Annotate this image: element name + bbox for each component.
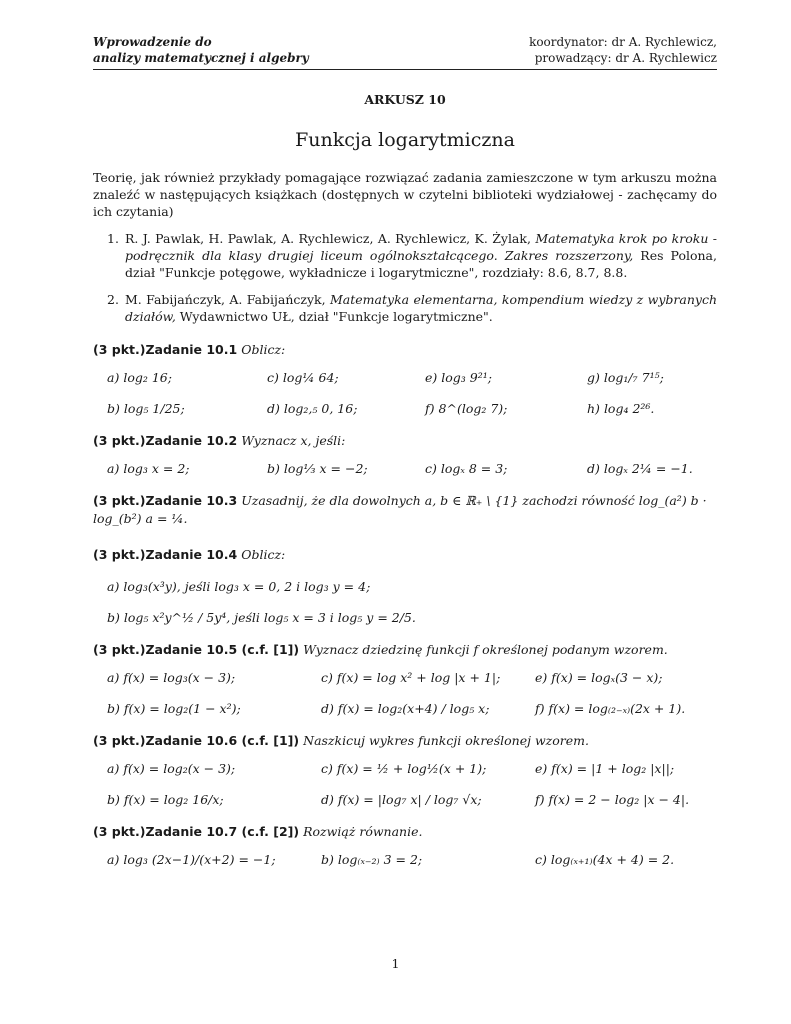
item-expression: log₂ 16; <box>123 370 172 385</box>
exercise-heading: (3 pkt.)Zadanie 10.7 (c.f. [2]) <box>93 824 300 839</box>
item-expression: log¼ 64; <box>282 370 339 385</box>
item-label: b) <box>321 852 334 867</box>
item-label: a) <box>107 370 120 385</box>
exercise-heading-row <box>93 492 717 528</box>
item-expression: f(x) = log₃(x − 3); <box>123 670 236 685</box>
exercise-item <box>321 851 535 869</box>
item-label: a) <box>107 761 120 776</box>
exercise-items <box>107 369 717 418</box>
exercise <box>93 492 717 528</box>
item-expression: f(x) = |1 + log₂ |x||; <box>551 761 675 776</box>
item-expression: log₃ (2x−1)/(x+2) = −1; <box>123 852 276 867</box>
exercise-items <box>107 760 717 809</box>
item-label: f) <box>425 401 435 416</box>
reference-title: Matematyka elementarna, kompendium wiedzy z wybranych działów, <box>125 292 717 324</box>
exercise <box>93 732 717 809</box>
item-label: a) <box>107 461 120 476</box>
exercise-item <box>535 791 725 809</box>
exercise-heading-row <box>93 641 717 659</box>
exercise-item <box>107 578 717 596</box>
reference-authors: M. Fabijańczyk, A. Fabijańczyk, <box>125 292 326 307</box>
exercise-items <box>107 578 717 627</box>
item-label: c) <box>535 852 547 867</box>
item-expression: f(x) = logₓ(3 − x); <box>551 670 663 685</box>
exercise <box>93 341 717 418</box>
course-name <box>93 34 309 66</box>
item-expression: log₍ₓ₊₁₎(4x + 4) = 2. <box>550 852 675 867</box>
exercise-heading: (3 pkt.)Zadanie 10.4 <box>93 547 238 562</box>
item-expression: log₍ₓ₋₂₎ 3 = 2; <box>337 852 423 867</box>
exercise-item <box>535 760 725 778</box>
exercise-heading: (3 pkt.)Zadanie 10.2 <box>93 433 238 448</box>
exercise-heading: (3 pkt.)Zadanie 10.5 (c.f. [1]) <box>93 642 300 657</box>
document-page <box>93 34 717 869</box>
item-label: d) <box>321 792 334 807</box>
exercise-instruction: Naszkicuj wykres funkcji określonej wzorem. <box>303 733 589 748</box>
item-label: d) <box>321 701 334 716</box>
exercise-items <box>107 460 717 478</box>
item-label: b) <box>107 792 120 807</box>
exercise-heading-row <box>93 432 717 450</box>
item-expression: logₓ 2¼ = −1. <box>603 461 693 476</box>
exercise-item <box>107 669 321 687</box>
item-label: d) <box>587 461 600 476</box>
item-expression: log₃ x = 2; <box>123 461 190 476</box>
item-label: a) <box>107 670 120 685</box>
exercise-item <box>321 700 535 718</box>
exercise-item <box>107 791 321 809</box>
exercise-item <box>321 669 535 687</box>
exercise-item <box>321 760 535 778</box>
exercise-item <box>425 369 587 387</box>
exercise-items <box>107 669 717 718</box>
exercise-item <box>107 700 321 718</box>
exercise-instruction: Rozwiąż równanie. <box>303 824 423 839</box>
exercise-heading: (3 pkt.)Zadanie 10.6 (c.f. [1]) <box>93 733 300 748</box>
item-expression: log⅓ x = −2; <box>283 461 368 476</box>
exercise-items <box>107 851 717 869</box>
item-expression: f(x) = ½ + log½(x + 1); <box>336 761 487 776</box>
header-rule <box>93 69 717 70</box>
reference-number: 1. <box>107 231 119 246</box>
reference-rest: Wydawnictwo UŁ, dział "Funkcje logarytmiczne". <box>179 309 493 324</box>
item-label: c) <box>321 670 333 685</box>
item-expression: f(x) = log₂ 16/x; <box>123 792 224 807</box>
item-expression: f(x) = log x² + log |x + 1|; <box>336 670 501 685</box>
sheet-label: ARKUSZ 10 <box>364 92 446 107</box>
exercise-item <box>107 851 321 869</box>
reference-list <box>93 230 717 325</box>
exercise-heading-row <box>93 823 717 841</box>
exercise-item <box>267 460 425 478</box>
item-label: b) <box>107 701 120 716</box>
exercise-item <box>107 369 267 387</box>
item-label: a) <box>107 852 120 867</box>
exercise-instruction: Oblicz: <box>241 342 286 357</box>
item-label: b) <box>267 461 280 476</box>
item-label: h) <box>587 401 600 416</box>
item-expression: log₅ x²y^½ / 5y⁴, jeśli log₅ x = 3 i log₅ y = 2/5. <box>123 610 416 625</box>
exercise <box>93 432 717 478</box>
item-expression: log₅ 1/25; <box>123 401 185 416</box>
exercise-instruction: Wyznacz x, jeśli: <box>241 433 346 448</box>
exercise-item <box>587 400 727 418</box>
exercise <box>93 546 717 627</box>
exercise-heading-row <box>93 341 717 359</box>
exercise-item <box>107 460 267 478</box>
reference-authors: R. J. Pawlak, H. Pawlak, A. Rychlewicz, A. Rychlewicz, K. Żylak, <box>125 231 531 246</box>
item-label: f) <box>535 701 545 716</box>
exercise-item <box>535 669 725 687</box>
exercise <box>93 823 717 869</box>
intro-paragraph: Teorię, jak również przykłady pomagające rozwiązać zadania zamieszczone w tym arkuszu można znaleźć w następujących książkach (dostępnych w czytelni biblioteki wydziałowej - zachęcamy do ich czytania) <box>93 170 717 219</box>
exercise-item <box>267 400 425 418</box>
course-name-line2: analizy matematycznej i algebry <box>93 51 309 65</box>
item-label: c) <box>267 370 279 385</box>
item-label: b) <box>107 610 120 625</box>
exercise-item <box>321 791 535 809</box>
item-expression: log₁/₇ 7¹⁵; <box>603 370 664 385</box>
instructor-line: prowadzący: dr A. Rychlewicz <box>534 51 717 65</box>
course-name-line1: Wprowadzenie do <box>93 35 212 49</box>
exercise-item <box>107 609 717 627</box>
page-title: Funkcja logarytmiczna <box>295 129 515 151</box>
reference-rest: Res Polona, dział "Funkcje potęgowe, wykładnicze i logarytmiczne", rozdziały: 8.6, 8.7, 8.8. <box>125 248 717 280</box>
exercise-item <box>587 369 727 387</box>
exercise-instruction: Uzasadnij, że dla dowolnych a, b ∈ ℝ₊ \ {1} zachodzi równość log_(a²) b · log_(b²) a = ¼. <box>93 493 707 526</box>
reference-number: 2. <box>107 292 119 307</box>
exercise-heading-row <box>93 546 717 564</box>
item-label: a) <box>107 579 120 594</box>
exercise-instruction: Oblicz: <box>241 547 286 562</box>
item-expression: logₓ 8 = 3; <box>440 461 508 476</box>
item-label: e) <box>535 761 548 776</box>
item-label: e) <box>535 670 548 685</box>
item-expression: log₃ 9²¹; <box>441 370 492 385</box>
exercise-item <box>107 400 267 418</box>
exercise-heading: (3 pkt.)Zadanie 10.3 <box>93 493 238 508</box>
item-expression: f(x) = |log₇ x| / log₇ √x; <box>337 792 482 807</box>
exercise-item <box>587 460 727 478</box>
item-label: f) <box>535 792 545 807</box>
exercise-instruction: Wyznacz dziedzinę funkcji f określonej podanym wzorem. <box>303 642 668 657</box>
exercise <box>93 641 717 718</box>
exercise-item <box>107 760 321 778</box>
exercise-item <box>535 851 725 869</box>
item-label: c) <box>321 761 333 776</box>
coordinator-line: koordynator: dr A. Rychlewicz, <box>529 35 717 49</box>
item-label: d) <box>267 401 280 416</box>
item-label: c) <box>425 461 437 476</box>
exercise-item <box>267 369 425 387</box>
item-expression: log₃(x³y), jeśli log₃ x = 0, 2 i log₃ y = 4; <box>123 579 371 594</box>
exercise-item <box>535 700 725 718</box>
item-label: g) <box>587 370 600 385</box>
item-expression: 8^(log₂ 7); <box>438 401 508 416</box>
exercise-item <box>425 460 587 478</box>
exercise-item <box>425 400 587 418</box>
reference-item <box>93 291 717 325</box>
item-expression: f(x) = 2 − log₂ |x − 4|. <box>548 792 690 807</box>
page-header <box>93 34 717 66</box>
reference-title: Matematyka krok po kroku - podręcznik dla klasy drugiej liceum ogólnokształcącego. Zakres rozszerzony, <box>125 231 717 263</box>
item-expression: f(x) = log₂(x+4) / log₅ x; <box>337 701 490 716</box>
item-label: b) <box>107 401 120 416</box>
reference-item <box>93 230 717 281</box>
exercise-heading: (3 pkt.)Zadanie 10.1 <box>93 342 238 357</box>
staff-info <box>529 34 717 66</box>
item-expression: log₂,₅ 0, 16; <box>283 401 358 416</box>
item-expression: f(x) = log₂(1 − x²); <box>123 701 241 716</box>
item-expression: f(x) = log₂(x − 3); <box>123 761 236 776</box>
exercise-heading-row <box>93 732 717 750</box>
page-number: 1 <box>391 956 400 971</box>
item-label: e) <box>425 370 438 385</box>
item-expression: log₄ 2²⁶. <box>603 401 655 416</box>
item-expression: f(x) = log₍₂₋ₓ₎(2x + 1). <box>548 701 686 716</box>
